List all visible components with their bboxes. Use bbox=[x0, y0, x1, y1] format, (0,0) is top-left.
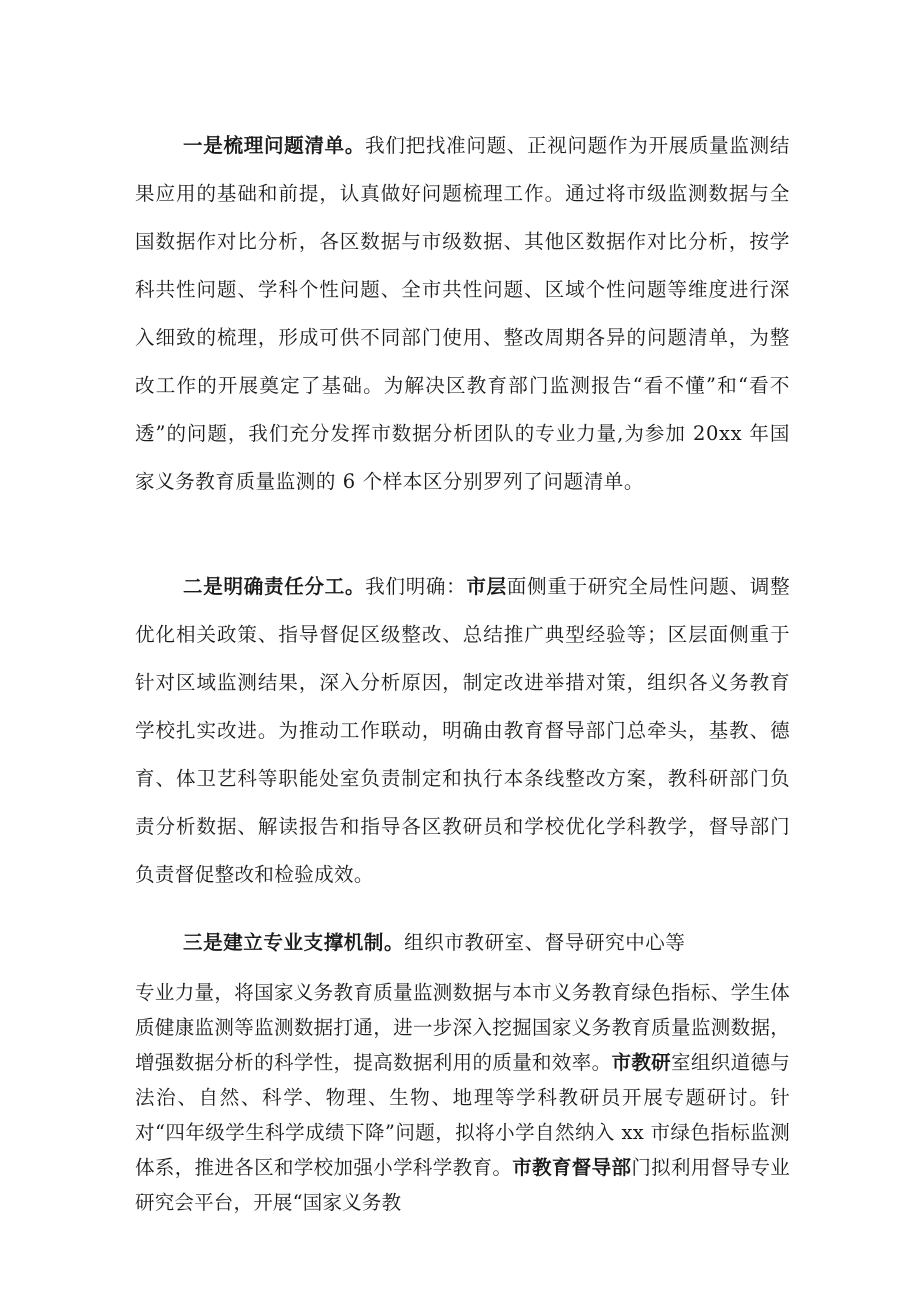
paragraph-bold-term: 市教育督导部 bbox=[512, 1156, 632, 1179]
paragraph-body: 专业力量，将国家义务教育质量监测数据与本市义务教育绿色指标、学生体质健康监测等监测数据打通，进一步深入挖掘国家义务教育质量监测数据，增强数据分析的科学性，提高数据利用的质量和效率。 bbox=[135, 981, 790, 1074]
paragraph-bold-term: 市教研 bbox=[611, 1051, 672, 1074]
paragraph-sort-problem-list bbox=[135, 122, 790, 506]
paragraph-lead: 一是梳理问题清单。 bbox=[183, 134, 366, 157]
paragraph-body: 我们把找准问题、正视问题作为开展质量监测结果应用的基础和前提，认真做好问题梳理工作。通过将市级监测数据与全国数据作对比分析，各区数据与市级数据、其他区数据作对比分析，按学科共性问题、学科个性问题、全市共性问题、区域个性问题等维度进行深入细致的梳理，形成可供不同部门使用、整改周期各异的问题清单，为整改工作的开展奠定了基础。为解决区教育部门监测报告“看不懂”和“看不透”的问题，我们充分发挥市数据分析团队的专业力量,为参加 20xx 年国家义务教育质量监测的 6 个样本区分别罗列了问题清单。 bbox=[135, 134, 790, 493]
paragraph-body: 组织市教研室、督导研究中心等 bbox=[404, 931, 686, 954]
paragraph-lead: 二是明确责任分工。 bbox=[183, 575, 366, 598]
paragraph-body: 门拟利用督导专业研究会平台，开展“国家义务教 bbox=[135, 1156, 790, 1214]
paragraph-support-mechanism-continued bbox=[135, 975, 790, 1220]
paragraph-body: 面侧重于研究全局性问题、调整优化相关政策、指导督促区级整改、总结推广典型经验等；区层面侧重于针对区域监测结果，深入分析原因，制定改进举措对策，组织各义务教育学校扎实改进。为推动工作联动，明确由教育督导部门总牵头，基教、德育、体卫艺科等职能处室负责制定和执行本条线整改方案，教科研部门负责分析数据、解读报告和指导各区教研员和学校优化学科教学，督导部门负责督促整改和检验成效。 bbox=[135, 575, 790, 886]
paragraph-body: 室组织道德与法治、自然、科学、物理、生物、地理等学科教研员开展专题研讨。针对“四年级学生科学成绩下降”问题，拟将小学自然纳入 xx 市绿色指标监测体系，推进各区和学校加强小学科学教育。 bbox=[135, 1051, 790, 1179]
paragraph-bold-term: 市层 bbox=[466, 575, 507, 598]
paragraph-clarify-responsibility bbox=[135, 563, 790, 899]
paragraph-lead: 三是建立专业支撑机制。 bbox=[183, 931, 405, 954]
paragraph-body: 我们明确： bbox=[365, 575, 467, 598]
paragraph-support-mechanism bbox=[135, 919, 790, 967]
